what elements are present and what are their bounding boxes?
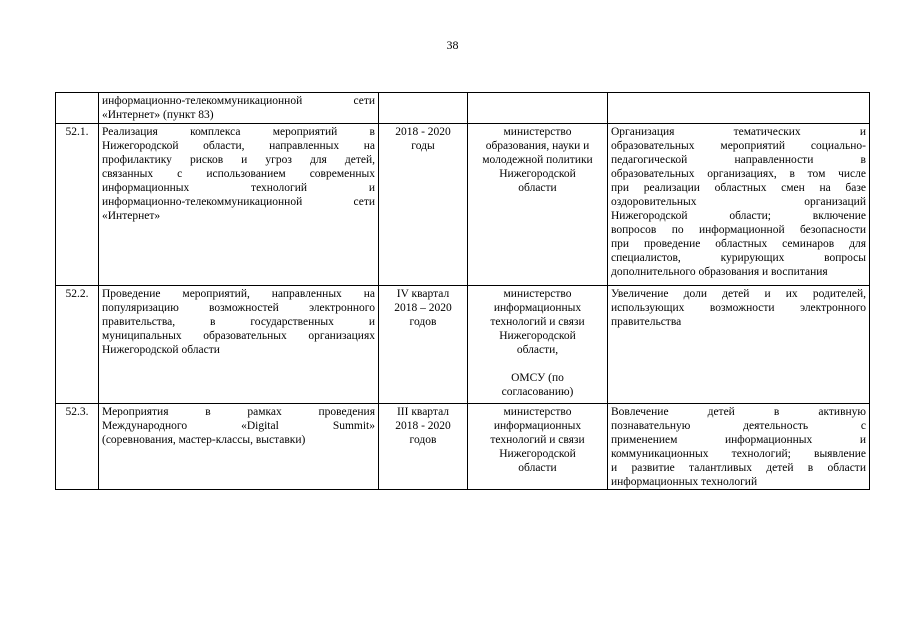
cell-line: познавательную деятельность с — [611, 420, 866, 432]
executor-cell — [468, 286, 608, 404]
cell-line: области, — [516, 344, 559, 356]
table-row — [56, 124, 870, 286]
cell-line: применением информационных и — [611, 434, 866, 446]
cell-line: годы — [411, 140, 435, 152]
row-number-cell — [56, 93, 99, 124]
result-cell — [608, 93, 870, 124]
cell-line: Организация тематических и — [611, 126, 866, 138]
event-cell — [99, 124, 379, 286]
cell-line: 2018 – 2020 — [394, 302, 452, 314]
cell-line: III квартал — [396, 406, 450, 418]
cell-line: образовательных мероприятий социально- — [611, 140, 866, 152]
table-row — [56, 93, 870, 124]
cell-line: информационных — [493, 420, 582, 432]
event-cell — [99, 93, 379, 124]
cell-line: педагогической направленности в — [611, 154, 866, 166]
cell-line: годов — [409, 434, 437, 446]
cell-line: молодежной политики — [482, 154, 593, 166]
table-row — [56, 286, 870, 404]
term-cell — [379, 286, 468, 404]
cell-line: области — [518, 182, 557, 194]
result-cell — [608, 404, 870, 490]
cell-line: министерство — [503, 126, 572, 138]
cell-line: использующих возможности электронного — [611, 302, 866, 314]
cell-line: Нижегородской — [499, 168, 576, 180]
cell-line: Увеличение доли детей и их родителей, — [611, 288, 866, 300]
row-number-cell: 52.3. — [56, 404, 99, 490]
cell-line: информационно-телекоммуникационной сети — [102, 196, 375, 208]
cell-line: 2018 - 2020 — [395, 126, 451, 138]
cell-line: информационно-телекоммуникационной сети — [102, 95, 375, 107]
cell-line: профилактику рисков и угроз для детей, — [102, 154, 375, 166]
cell-line: дополнительного образования и воспитания — [611, 266, 828, 278]
event-cell — [99, 404, 379, 490]
cell-line: министерство — [503, 406, 572, 418]
cell-line: оздоровительных организаций — [611, 196, 866, 208]
cell-line: коммуникационных технологий; выявление — [611, 448, 866, 460]
cell-line: Реализация комплекса мероприятий в — [102, 126, 375, 138]
plan-table-body — [56, 93, 870, 490]
cell-line: Проведение мероприятий, направленных на — [102, 288, 375, 300]
cell-line: и развитие талантливых детей в области — [611, 462, 866, 474]
cell-line: ОМСУ (по — [511, 372, 564, 384]
term-cell — [379, 124, 468, 286]
cell-line: информационных — [493, 302, 582, 314]
cell-line: связанных с использованием современных — [102, 168, 375, 180]
result-cell — [608, 286, 870, 404]
cell-line: Международного «Digital Summit» — [102, 420, 375, 432]
page-number: 38 — [446, 38, 459, 52]
cell-line: области — [518, 462, 557, 474]
cell-line: информационных технологий и — [102, 182, 375, 194]
cell-line — [471, 357, 604, 371]
cell-line: (соревнования, мастер-классы, выставки) — [102, 434, 306, 446]
cell-line: «Интернет» — [102, 210, 161, 222]
cell-line: Нижегородской — [499, 448, 576, 460]
cell-line: Нижегородской области, направленных на — [102, 140, 375, 152]
term-cell — [379, 93, 468, 124]
cell-line: Нижегородской области — [102, 344, 220, 356]
cell-line: вопросов по информационной безопасности — [611, 224, 866, 236]
cell-line: правительства, в государственных и — [102, 316, 375, 328]
cell-line: министерство — [503, 288, 572, 300]
cell-line: Вовлечение детей в активную — [611, 406, 866, 418]
cell-line: муниципальных образовательных организациях — [102, 330, 375, 342]
table-row — [56, 404, 870, 490]
plan-table — [55, 92, 870, 490]
cell-line: 2018 - 2020 — [395, 420, 451, 432]
cell-line: согласованию) — [501, 386, 574, 398]
row-number-cell: 52.1. — [56, 124, 99, 286]
event-cell — [99, 286, 379, 404]
result-cell — [608, 124, 870, 286]
cell-line: годов — [409, 316, 437, 328]
cell-line: правительства — [611, 316, 682, 328]
executor-cell — [468, 404, 608, 490]
cell-line: при проведение областных семинаров для — [611, 238, 866, 250]
cell-line: Нижегородской области; включение — [611, 210, 866, 222]
executor-cell — [468, 93, 608, 124]
term-cell — [379, 404, 468, 490]
cell-line: информационных технологий — [611, 476, 758, 488]
cell-line: технологий и связи — [490, 316, 585, 328]
cell-line: образовательных организациях, в том числе — [611, 168, 866, 180]
cell-line: образования, науки и — [485, 140, 590, 152]
cell-line: Нижегородской — [499, 330, 576, 342]
cell-line: «Интернет» (пункт 83) — [102, 109, 214, 121]
cell-line: Мероприятия в рамках проведения — [102, 406, 375, 418]
cell-line: IV квартал — [396, 288, 450, 300]
cell-line: специалистов, курирующих вопросы — [611, 252, 866, 264]
cell-line: при реализации областных смен на базе — [611, 182, 866, 194]
cell-line: технологий и связи — [490, 434, 585, 446]
cell-line: популяризацию возможностей электронного — [102, 302, 375, 314]
row-number-cell: 52.2. — [56, 286, 99, 404]
executor-cell — [468, 124, 608, 286]
